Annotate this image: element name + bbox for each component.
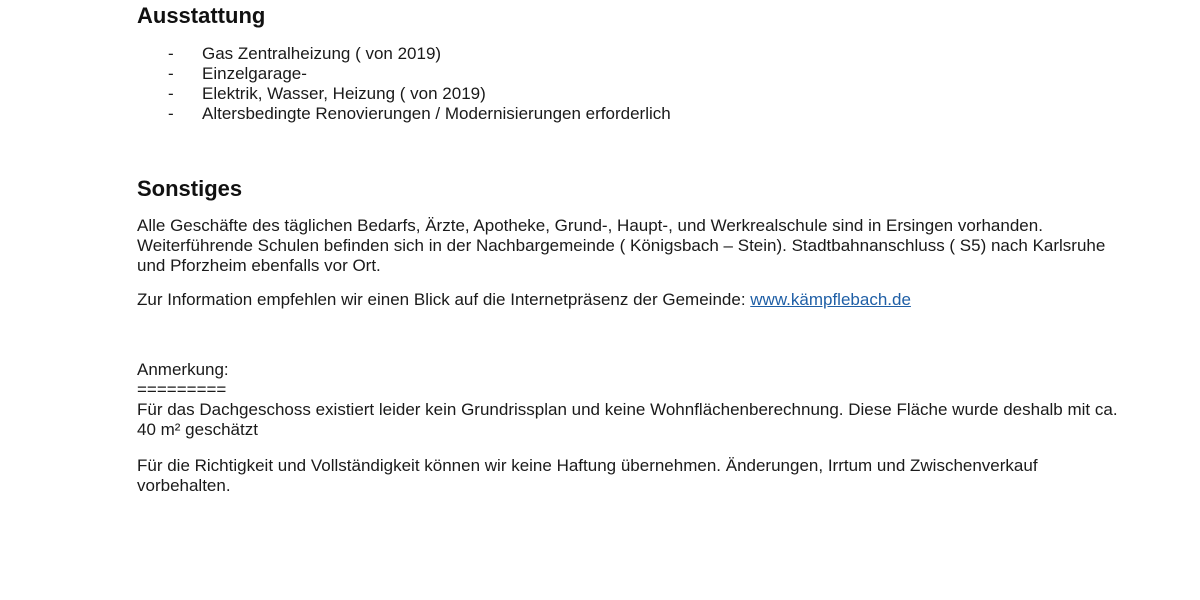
list-item-text: Altersbedingte Renovierungen / Modernisierungen erforderlich	[202, 104, 671, 123]
list-item	[137, 44, 671, 64]
list-item-text: Elektrik, Wasser, Heizung ( von 2019)	[202, 84, 486, 103]
list-item	[137, 104, 671, 124]
paragraph-line: und Pforzheim ebenfalls vor Ort.	[137, 256, 381, 275]
haftung-paragraph	[137, 456, 1097, 496]
info-text: Zur Information empfehlen wir einen Blick auf die Internetpräsenz der Gemeinde:	[137, 290, 751, 309]
paragraph-line: vorbehalten.	[137, 476, 231, 495]
list-item	[137, 64, 671, 84]
list-item	[137, 84, 671, 104]
paragraph-line: Weiterführende Schulen befinden sich in der Nachbargemeinde ( Königsbach – Stein). Stadtbahnanschluss ( S5) nach Karlsruhe	[137, 236, 1106, 255]
heading-sonstiges: Sonstiges	[137, 176, 243, 201]
bullet-dash: -	[168, 84, 174, 103]
paragraph-line: Alle Geschäfte des täglichen Bedarfs, Ärzte, Apotheke, Grund-, Haupt-, und Werkrealschule sind in Ersingen vorhanden.	[137, 216, 1043, 235]
paragraph-line: Für das Dachgeschoss existiert leider kein Grundrissplan und keine Wohnflächenberechnung. Diese Fläche wurde deshalb mit ca.	[137, 400, 1118, 419]
paragraph-line: 40 m² geschätzt	[137, 420, 258, 439]
list-item-text: Gas Zentralheizung ( von 2019)	[202, 44, 442, 63]
bullet-dash: -	[168, 44, 174, 63]
gemeinde-website-link[interactable]: www.kämpflebach.de	[750, 290, 911, 309]
paragraph-line: Für die Richtigkeit und Vollständigkeit können wir keine Haftung übernehmen. Änderungen, Irrtum und Zwischenverkauf	[137, 456, 1038, 475]
ausstattung-list	[137, 44, 671, 124]
sonstiges-paragraph	[137, 216, 1106, 276]
bullet-dash: -	[168, 64, 174, 83]
heading-ausstattung: Ausstattung	[137, 3, 266, 28]
list-item-text: Einzelgarage-	[202, 64, 307, 83]
anmerkung-block	[137, 360, 1118, 440]
bullet-dash: -	[168, 104, 174, 123]
anmerkung-title: Anmerkung:	[137, 360, 229, 379]
info-paragraph	[137, 290, 1097, 310]
anmerkung-separator: =========	[137, 380, 227, 399]
